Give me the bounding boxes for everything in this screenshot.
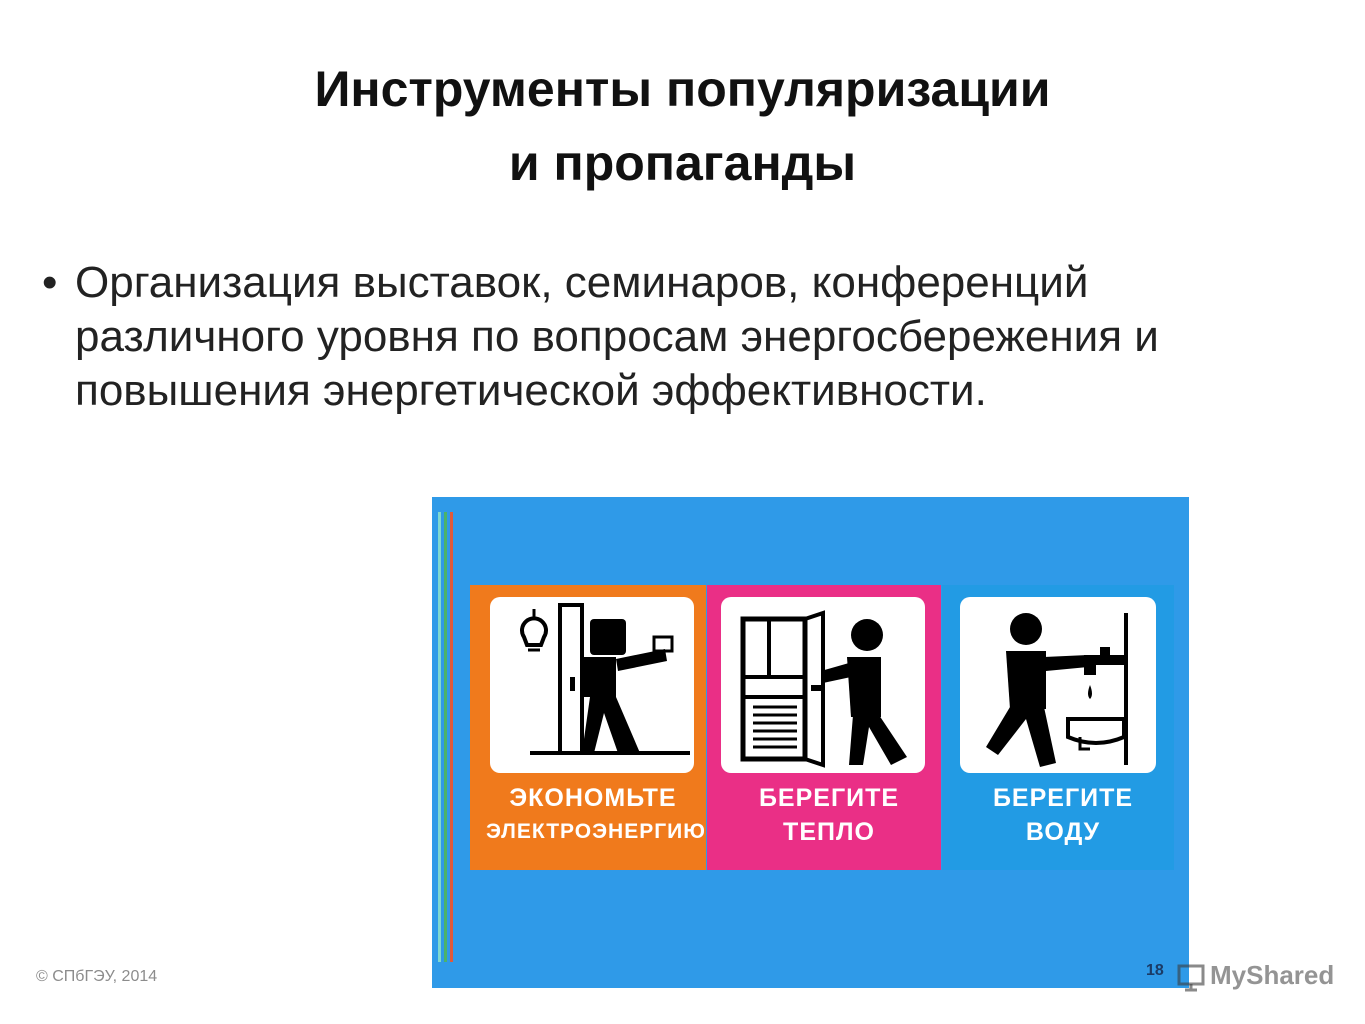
caption-line-2: ТЕПЛО xyxy=(783,818,875,846)
sign-save-water xyxy=(942,585,1174,870)
water-tap-icon xyxy=(960,597,1156,773)
bullet-text: Организация выставок, семинаров, конференций различного уровня по вопросам энергосбережения и повышения энергетической эффективности. xyxy=(75,258,1159,415)
caption-line-2: ВОДУ xyxy=(1025,818,1101,846)
slide-title xyxy=(0,52,1365,200)
sign-panel xyxy=(960,597,1156,773)
energy-saving-posters-photo xyxy=(432,497,1189,988)
decorative-stripes xyxy=(436,512,456,962)
sign-caption xyxy=(723,781,935,849)
sign-save-heat xyxy=(707,585,941,870)
title-line-1: Инструменты популяризации xyxy=(314,61,1051,117)
close-door-icon xyxy=(721,597,925,773)
caption-line-1: БЕРЕГИТЕ xyxy=(758,784,900,812)
caption-line-2: ЭЛЕКТРОЭНЕРГИЮ xyxy=(486,820,706,843)
watermark-text: MyShared xyxy=(1210,960,1335,990)
light-switch-icon xyxy=(490,597,694,773)
sign-panel xyxy=(721,597,925,773)
sign-save-electricity xyxy=(470,585,706,870)
copyright-footer: © СПбГЭУ, 2014 xyxy=(36,968,158,985)
myshared-watermark xyxy=(1176,958,1336,998)
title-line-2: и пропаганды xyxy=(508,135,857,191)
poster-page-number: 18 xyxy=(1146,962,1164,979)
myshared-logo-icon xyxy=(1176,962,1206,992)
bullet-dot: • xyxy=(42,258,58,307)
sign-caption xyxy=(958,781,1168,849)
sign-panel xyxy=(490,597,694,773)
caption-line-1: ЭКОНОМЬТЕ xyxy=(509,784,677,812)
caption-line-1: БЕРЕГИТЕ xyxy=(992,784,1134,812)
sign-caption xyxy=(486,781,706,849)
